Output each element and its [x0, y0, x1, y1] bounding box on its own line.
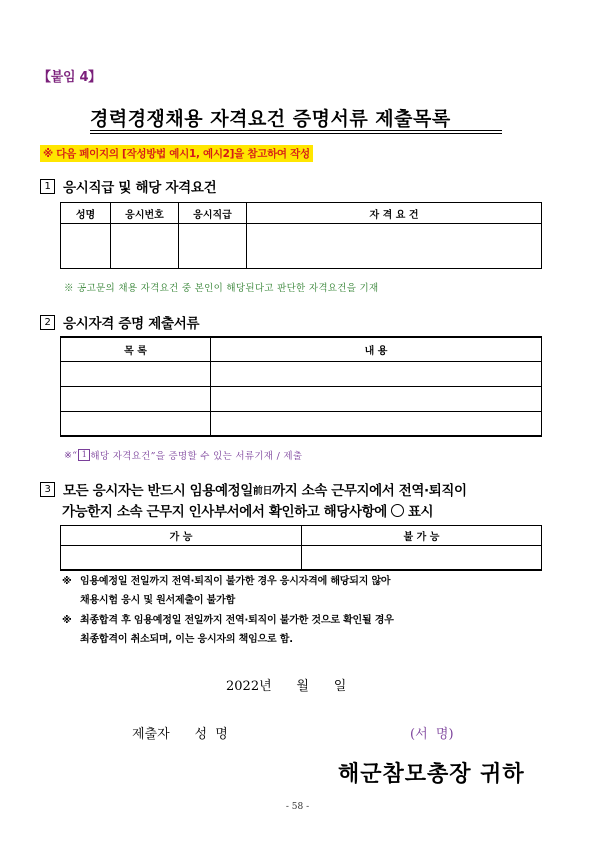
- section2-note-boxnum: 1: [78, 449, 90, 461]
- possible-cell[interactable]: [61, 546, 302, 570]
- section2-heading: [40, 312, 199, 332]
- col-qualification-header: 자 격 요 건: [247, 203, 542, 224]
- warning-1-mark: ※: [62, 576, 72, 587]
- addressee: 해군참모총장 귀하: [338, 762, 525, 787]
- availability-table: [60, 525, 542, 571]
- section3-line1: [40, 479, 467, 499]
- section2-note-text: 해당 자격요건”을 증명할 수 있는 서류기재 / 제출: [90, 451, 303, 462]
- section1-heading: [40, 176, 216, 196]
- impossible-cell[interactable]: [302, 546, 542, 570]
- section3-hanja: 前日: [252, 485, 273, 497]
- col-list-header: 목 록: [61, 337, 211, 361]
- availability-table-row: [61, 546, 542, 570]
- col-content-header: 내 용: [211, 337, 542, 361]
- section2-number-box: 2: [40, 315, 55, 330]
- list-cell[interactable]: [61, 361, 211, 386]
- warning-1-line2: 채용시험 응시 및 원서제출이 불가함: [80, 595, 236, 606]
- qualification-cell[interactable]: [247, 224, 542, 269]
- warning-2-mark: ※: [62, 615, 72, 626]
- col-possible-header: 가 능: [61, 526, 302, 546]
- signature-placeholder: (서 명): [410, 727, 454, 742]
- name-cell[interactable]: [61, 224, 111, 269]
- section3-line1-a: 모든 응시자는 반드시 임용예정일: [63, 483, 253, 499]
- availability-table-header: [61, 526, 542, 546]
- warning-1: [62, 572, 390, 610]
- content-cell[interactable]: [211, 411, 542, 436]
- warning-1-line1: 임용예정일 전일까지 전역·퇴직이 불가한 경우 응시자격에 해당되지 않아: [80, 576, 391, 587]
- content-cell[interactable]: [211, 361, 542, 386]
- list-cell[interactable]: [61, 411, 211, 436]
- page-number: - 58 -: [285, 802, 310, 812]
- exam-number-cell[interactable]: [111, 224, 179, 269]
- documents-table-row: [61, 386, 542, 411]
- section2-heading-text: 응시자격 증명 제출서류: [63, 316, 200, 332]
- section3-line2-a: 가능한지 소속 근무지 인사부서에서 확인하고 해당사항에: [62, 504, 387, 520]
- title-underline: [90, 130, 502, 131]
- section3-line2-b: 표시: [407, 504, 434, 520]
- documents-table-row: [61, 411, 542, 436]
- section2-note: [64, 448, 302, 462]
- section3-number-box: 3: [40, 482, 55, 497]
- document-title: 경력경쟁채용 자격요건 증명서류 제출목록: [90, 108, 451, 130]
- content-cell[interactable]: [211, 386, 542, 411]
- qualification-table: [60, 202, 542, 269]
- attachment-label: 【붙임 4】: [38, 70, 101, 85]
- qualification-table-header: [61, 203, 542, 224]
- warning-2-line2: 최종합격이 취소되며, 이는 응시자의 책임으로 함.: [80, 634, 293, 645]
- submitter-line: 제출자 성 명: [132, 727, 228, 742]
- documents-table-row: [61, 361, 542, 386]
- instruction-notice: ※ 다음 페이지의 [작성방법 예시1, 예시2]을 참고하여 작성: [40, 145, 313, 162]
- col-position-header: 응시직급: [179, 203, 247, 224]
- section3-line1-b: 까지 소속 근무지에서 전역·퇴직이: [272, 483, 467, 499]
- section1-heading-text: 응시직급 및 해당 자격요건: [63, 180, 217, 196]
- title-underline-second: [90, 133, 502, 134]
- section1-note: ※ 공고문의 채용 자격요건 중 본인이 해당된다고 판단한 자격요건을 기재: [64, 283, 379, 294]
- list-cell[interactable]: [61, 386, 211, 411]
- warning-2-line1: 최종합격 후 임용예정일 전일까지 전역·퇴직이 불가한 것으로 확인될 경우: [80, 615, 394, 626]
- documents-table: [60, 336, 542, 437]
- col-impossible-header: 불 가 능: [302, 526, 542, 546]
- warning-2: [62, 611, 394, 649]
- section3-line2: [62, 500, 433, 520]
- section1-number-box: 1: [40, 179, 55, 194]
- col-exam-number-header: 응시번호: [111, 203, 179, 224]
- col-name-header: 성명: [61, 203, 111, 224]
- section2-note-prefix: ※“: [64, 449, 78, 461]
- position-cell[interactable]: [179, 224, 247, 269]
- qualification-table-row: [61, 224, 542, 269]
- circle-mark-icon: [391, 504, 404, 517]
- documents-table-header: [61, 337, 542, 361]
- date-line: 2022년 월 일: [226, 679, 347, 694]
